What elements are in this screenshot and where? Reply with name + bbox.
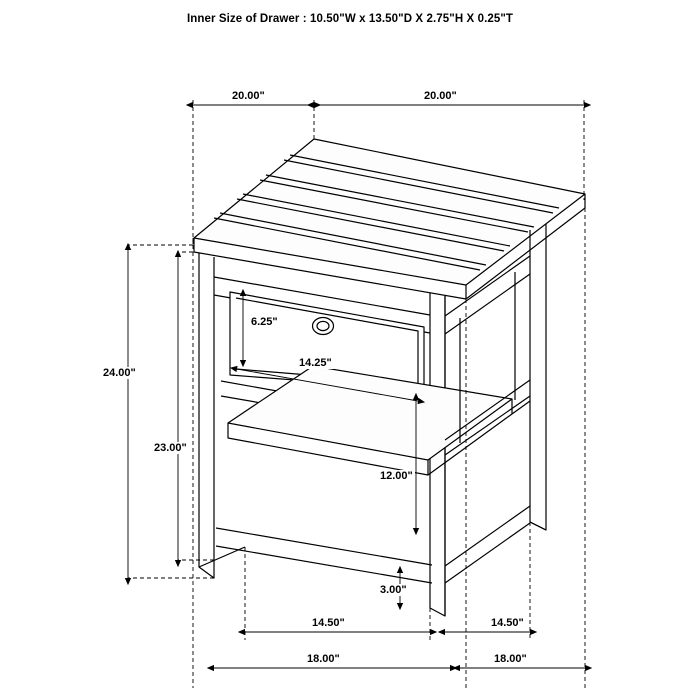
dim-top-left: 20.00" (232, 90, 265, 102)
dim-drawer-width: 14.25" (299, 357, 332, 369)
page-title: Inner Size of Drawer : 10.50"W x 13.50"D X 2.75"H X 0.25"T (186, 13, 514, 25)
dim-base-front: 18.00" (307, 653, 340, 665)
dim-base-side: 18.00" (494, 653, 527, 665)
dim-total-height: 24.00" (103, 367, 136, 379)
dim-shelf-gap: 12.00" (380, 470, 413, 482)
drawer-knob-icon (313, 318, 334, 335)
dim-top-right: 20.00" (424, 90, 457, 102)
dim-drawer-height: 6.25" (251, 316, 278, 328)
dim-side-height: 23.00" (154, 442, 187, 454)
dim-front-width: 14.50" (312, 617, 345, 629)
dim-side-width: 14.50" (491, 617, 524, 629)
dim-bottom-clearance: 3.00" (380, 584, 407, 596)
